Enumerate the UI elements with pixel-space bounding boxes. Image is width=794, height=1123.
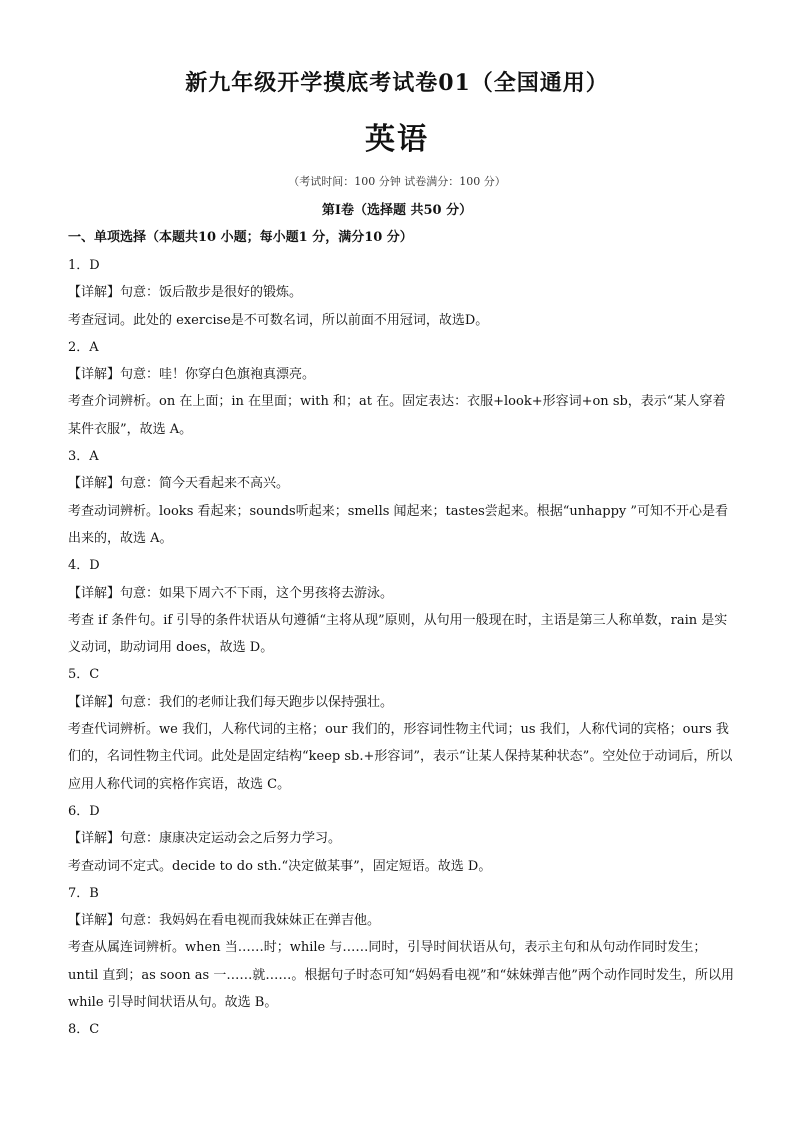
analysis-text: 考查 if 条件句。if 引导的条件状语从句遵循“主将从现”原则，从句用一般现在时，主语是第三人称单数，rain 是实义动词，助动词用 does，故选 D。 [68,612,728,656]
detail-line: 【详解】句意：我妈妈在看电视而我妹妹正在弹吉他。 [68,913,381,929]
answer-line: 4．D [68,558,100,574]
answer-line: 2．A [68,339,99,355]
volume-heading: 第Ⅰ卷（选择题 共50 分） [321,203,473,218]
answer-line: 1．D [68,258,100,273]
analysis-text: 考查介词辨析。on 在上面；in 在里面；with 和；at 在。固定表达：衣服+look+形容词+on sb，表示“某人穿着某件衣服”，故选 A。 [68,394,726,437]
answer-line: 3．A [68,449,99,465]
analysis-text: 考查动词不定式。decide to do sth.“决定做某事”，固定短语。故选 D。 [68,858,492,874]
analysis-text: 考查冠词。此处的 exercise是不可数名词，所以前面不用冠词，故选D。 [68,312,489,328]
detail-line: 【详解】句意：简今天看起来不高兴。 [68,476,290,492]
answer-line: 6．D [68,803,100,819]
analysis-text: 考查代词辨析。we 我们，人称代词的主格；our 我们的，形容词性物主代词；us 我们，人称代词的宾格；ours 我们的，名词性物主代词。此处是固定结构“keep sb.+形容词”，表示“让某人保持某种状态”。空处位于动词后，所以应用人称代词的宾格作宾语，故选 C。 [68,722,733,792]
detail-line: 【详解】句意：如果下周六不下雨，这个男孩将去游泳。 [68,585,394,601]
detail-line: 【详解】句意：哇！你穿白色旗袍真漂亮。 [68,367,316,383]
analysis-text: 考查从属连词辨析。when 当……时；while 与……同时，引导时间状语从句，表示主句和从句动作同时发生；until 直到；as soon as 一……就……。根据句子时态可知“妈妈看电视”和“妹妹弹吉他”两个动作同时发生，所以用 while 引导时间状语从句。故选 B。 [68,940,734,1011]
answer-line: 5．C [68,667,100,683]
detail-line: 【详解】句意：饭后散步是很好的锻炼。 [68,285,303,301]
exam-meta: （考试时间：100 分钟 试卷满分：100 分） [288,175,506,188]
detail-line: 【详解】句意：康康决定运动会之后努力学习。 [68,831,342,847]
section-heading: 一、单项选择（本题共10 小题；每小题1 分，满分10 分） [68,230,413,245]
detail-line: 【详解】句意：我们的老师让我们每天跑步以保持强壮。 [68,694,394,710]
exam-title: 新九年级开学摸底考试卷01（全国通用） [185,70,609,96]
subject-title: 英语 [365,122,429,157]
answer-line: 8．C [68,1022,100,1038]
answer-list [68,252,734,1044]
answer-line: 7．B [68,885,99,901]
analysis-text: 考查动词辨析。looks 看起来；sounds听起来；smells 闻起来；tastes尝起来。根据“unhappy ”可知不开心是看出来的，故选 A。 [68,503,729,546]
